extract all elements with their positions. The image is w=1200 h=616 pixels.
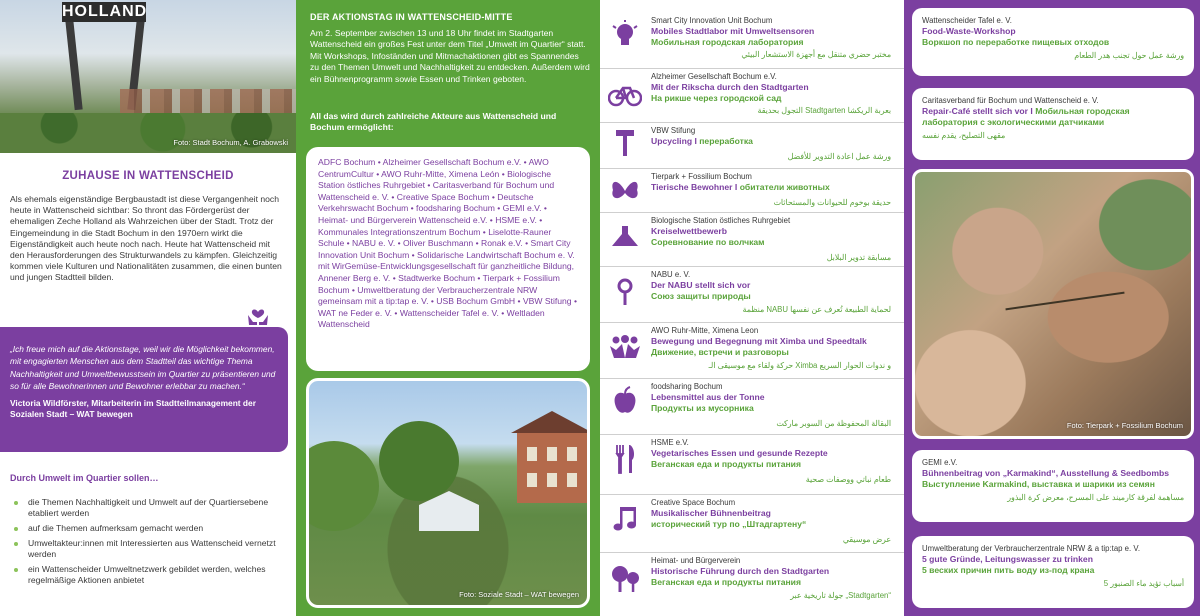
list-item: ein Wattenscheider Umweltnetzwerk gebildet werden, welches regelmäßige Aktionen anbietet [10,564,290,586]
window [547,447,557,461]
event-title: Bühnenbeitrag von „Karmakind“, Ausstellung & Seedbombs [922,468,1170,478]
event-title-ar: حديقة بوخوم للحيوانات والمستحاثات [773,198,891,207]
divider [600,212,904,213]
event-title-ru: Воркшоп по переработке пищевых отходов [922,37,1110,47]
organizer: HSME e.V. [651,438,689,447]
organizer: Biologische Station östliches Ruhrgebiet [651,216,791,225]
bicycle-icon [608,78,642,108]
program-item [600,498,904,552]
divider [600,122,904,123]
panel-program-continued [904,0,1200,616]
divider [600,168,904,169]
event-title-ru: Мобильная городская лаборатория [651,37,804,47]
program-item [600,382,904,432]
organizer: Alzheimer Gesellschaft Bochum e.V. [651,72,777,81]
organizer: Tierpark + Fossilium Bochum [651,172,752,181]
divider [600,552,904,553]
event-title-ru: Соревнование по волчкам [651,237,765,247]
program-card [912,536,1194,608]
panel-home [0,0,296,616]
fork-knife-icon [608,444,642,474]
garden-photo [306,378,590,608]
program-item [600,72,904,120]
intro-text: Als ehemals eigenständige Bergbaustadt ist diese Vergangenheit noch heute in Wattenscheid sichtbar: So thront das Fördergerüst der ehemaligen Zeche Holland als Wahrzeichen über der Stadt. Trotz der Eingemeindung in die Stadt Bochum in den 1970ern wirkt die Eigenständigkeit auch heute noch nach. Heute hat Wattenscheid mit den Herausforderungen des Strukturwandels zu kämpfen. Gleichzeitig kommen viele Kulturen und Nationalitäten zusammen, die einen bunten und jungen Stadtteil bilden. [10,194,282,283]
event-title-ru: Союз защиты природы [651,291,751,301]
lightbulb-icon [608,20,642,50]
program-card [912,450,1194,522]
holland-sign: HOLLAND [62,3,148,20]
window [567,473,577,487]
window [567,447,577,461]
spinning-top-icon [608,224,642,254]
program-item [600,126,904,170]
actors-list: ADFC Bochum • Alzheimer Gesellschaft Bochum e.V. • AWO CentrumCultur • AWO Ruhr-Mitte, Ximena León • Biologische Station östliches Ruhrgebiet • Caritasverband für Bochum und Wattenscheid e. V. • Creative Space Bochum • Deutsche Verkehrswacht Bochum • foodsharing Bochum • GEMI e.V. • Heimat- und Bürgerverein Wattenscheid e.V. • HSME e.V. • Kommunales Integrationszentrum Bochum • Liselotte-Rauner Schule • NABU e. V. • Oliver Buschmann • Ronak e.V. • Smart City Innovation Unit Bochum • Solidarische Landwirtschaft Bochum e. V. mit WirGemüse-Entwicklungsgesellschaft für ganzheitliche Bildung, Annener Berg e. V. • Stadtwerke Bochum • Tierpark + Fossilium Bochum • Umweltberatung der Verbraucherzentrale NRW gemeinsam mit a tip:tap e. V. • USB Bochum GmbH • VBW Stifung • WAT ne Feder e. V. • Wattenscheider Tafel e. V. • Weltladen Wattenscheid [318,157,577,330]
people-icon [608,334,642,364]
organizer: NABU e. V. [651,270,691,279]
house [517,433,587,503]
hammer-icon [608,128,642,158]
event-title: Food-Waste-Workshop [922,26,1016,36]
organizer: Creative Space Bochum [651,498,736,507]
panel-event [296,0,600,616]
program-item [600,172,904,214]
heart-hands-icon [246,303,270,327]
section-title: ZUHAUSE IN WATTENSCHEID [62,170,234,182]
event-title-ar: مساهمة لفرقة كارميند على المسرح، معرض كرة البذور [1007,493,1184,502]
event-title-ar: عرض موسيقي [842,535,891,544]
window [527,447,537,461]
divider [600,378,904,379]
event-title-ru: переработка [699,136,753,146]
organizer: GEMI e.V. [922,458,958,467]
window [527,473,537,487]
quote-author: Victoria Wildförster, Mitarbeiterin im Stadtteilmanagement der Sozialen Stadt – WAT bewegen [10,397,256,419]
organizer: Smart City Innovation Unit Bochum [651,16,773,25]
event-title-ar: 5 أسباب تؤيد ماء الصنبور [1103,579,1184,588]
event-title-ru: Выступление Karmakind, выставка и шарики из семян [922,479,1155,489]
goals-heading: Durch Umwelt im Quartier sollen… [10,473,159,483]
flower-icon [608,276,642,306]
headframe-leg [65,20,82,110]
tree [379,421,459,501]
stick-insect [1005,292,1124,311]
event-title-ru: Веганская еда и продукты питания [651,459,801,469]
quote-text: „Ich freue mich auf die Aktionstage, weil wir die Möglichkeit bekommen, mit engagierten Menschen aus dem Stadtteil das wichtige Thema Nachhaltigkeit und Umweltbewusstsein im Quartier zu präsentieren und so für alle Bewohnerinnen und Bewohner erlebbar zu machen.“ [10,344,276,392]
list-item: die Themen Nachhaltigkeit und Umwelt auf der Quartiersebene etabliert werden [10,497,290,519]
event-title: Musikalischer Bühnenbeitrag [651,508,771,518]
event-title: Bewegung und Begegnung mit Ximba und Speedtalk [651,336,867,346]
event-title-ru: исторический тур по „Штадгартену“ [651,519,807,529]
event-title: Vegetarisches Essen und gesunde Rezepte [651,448,828,458]
event-title: Repair-Café stellt sich vor I [922,106,1033,116]
quote-box [0,327,288,452]
event-actors-lead: All das wird durch zahlreiche Akteure aus Wattenscheid und Bochum ermöglicht: [310,111,557,133]
organizer: foodsharing Bochum [651,382,723,391]
event-title: Tierische Bewohner I [651,182,738,192]
program-item [600,16,904,68]
program-card [912,88,1194,160]
organizer: Wattenscheider Tafel e. V. [922,16,1012,25]
event-title: Historische Führung durch den Stadtgarten [651,566,830,576]
photo-credit: Foto: Soziale Stadt – WAT bewegen [459,590,579,599]
event-title: 5 gute Gründe, Leitungswasser zu trinken [922,554,1093,564]
divider [600,322,904,323]
program-item [600,438,904,494]
event-title-ar: طعام نباتي ووصفات صحية [805,475,891,484]
insect-photo [912,169,1194,439]
event-title-ar: التجول بحديقة Stadtgarten بعربة الريكشا [757,106,891,115]
trees-icon [608,564,642,594]
organizer: VBW Stifung [651,126,696,135]
window [547,473,557,487]
event-title-ru: Движение, встречи и разговоры [651,347,789,357]
organizer: Heimat- und Bürgerverein [651,556,741,565]
event-title: Der NABU stellt sich vor [651,280,751,290]
divider [600,266,904,267]
event-title: Mobiles Stadtlabor mit Umweltsensoren [651,26,815,36]
event-title-ru: Мобильная городская лаборатория с экологическими датчиками [922,106,1130,127]
event-title-ar: ورشة عمل حول تجنب هدر الطعام [1074,51,1184,60]
program-item [600,216,904,264]
event-title-ar: مسابقة تدوير البلابل [826,253,891,262]
event-title: Lebensmittel aus der Tonne [651,392,765,402]
photo-credit: Foto: Stadt Bochum, A. Grabowski [173,138,288,147]
divider [600,434,904,435]
event-title: Upcycling I [651,136,697,146]
event-title-ar: ورشة عمل اعادة التدوير للأفضل [787,152,891,161]
event-title-ar: منظمة NABU لحماية الطبيعة تُعرف عن نفسها [742,305,891,314]
event-title-ar: مقهى التصليح، يقدم نفسه [922,131,1006,140]
organizer: Umweltberatung der Verbraucherzentrale NRW & a tip:tap e. V. [922,544,1140,553]
program-item [600,270,904,320]
event-title-ar: مختبر حضري متنقل مع أجهزة الاستشعار البيئي [741,50,891,59]
event-title-ar: البقالة المحفوظة من السوبر ماركت [776,419,891,428]
event-title-ru: обитатели животных [739,182,830,192]
hero-photo-zeche-holland [0,0,296,153]
event-title-ru: На рикше через городской сад [651,93,782,103]
event-title-ru: Продукты из мусорника [651,403,754,413]
event-heading: DER AKTIONSTAG IN WATTENSCHEID-MITTE [310,12,513,22]
event-title-ru: 5 веских причин пить воду из-под крана [922,565,1095,575]
event-title-ar: جولة تاريخية عبر „Stadtgarten“ [790,591,891,600]
actors-box [306,147,590,371]
list-item: Umweltakteur:innen mit Interessierten aus Wattenscheid vernetzt werden [10,538,290,560]
tree-line [0,113,296,153]
butterfly-icon [608,176,642,206]
event-title: Mit der Rikscha durch den Stadtgarten [651,82,809,92]
program-item [600,326,904,378]
event-title-ru: Веганская еда и продукты питания [651,577,801,587]
music-note-icon [608,504,642,534]
photo-credit: Foto: Tierpark + Fossilium Bochum [1066,421,1183,430]
divider [600,68,904,69]
event-title-ar: حركة ولقاء مع موسيقى الـ Ximba و ندوات الحوار السريع [708,361,891,370]
program-card [912,8,1194,76]
panel-program [600,0,904,616]
divider [600,494,904,495]
event-title: Kreiselwettbewerb [651,226,727,236]
apple-icon [608,386,642,416]
list-item: auf die Themen aufmerksam gemacht werden [10,523,290,534]
organizer: Caritasverband für Bochum und Wattenscheid e. V. [922,96,1099,105]
goals-list [10,497,290,590]
program-item [600,556,904,614]
event-intro: Am 2. September zwischen 13 und 18 Uhr findet im Stadtgarten Wattenscheid ein großes Fest unter dem Titel „Umwelt im Quartier“ statt. Mit Workshops, Infoständen und Mitmachaktionen gibt es Spannendes zu den Themen Umwelt und Nachhaltigkeit zu entdecken. Außerdem wird ein Bühnenprogramm sowie Essen und Trinken geboten. [310,28,590,84]
tree [306,441,379,531]
organizer: AWO Ruhr-Mitte, Ximena Leon [651,326,759,335]
